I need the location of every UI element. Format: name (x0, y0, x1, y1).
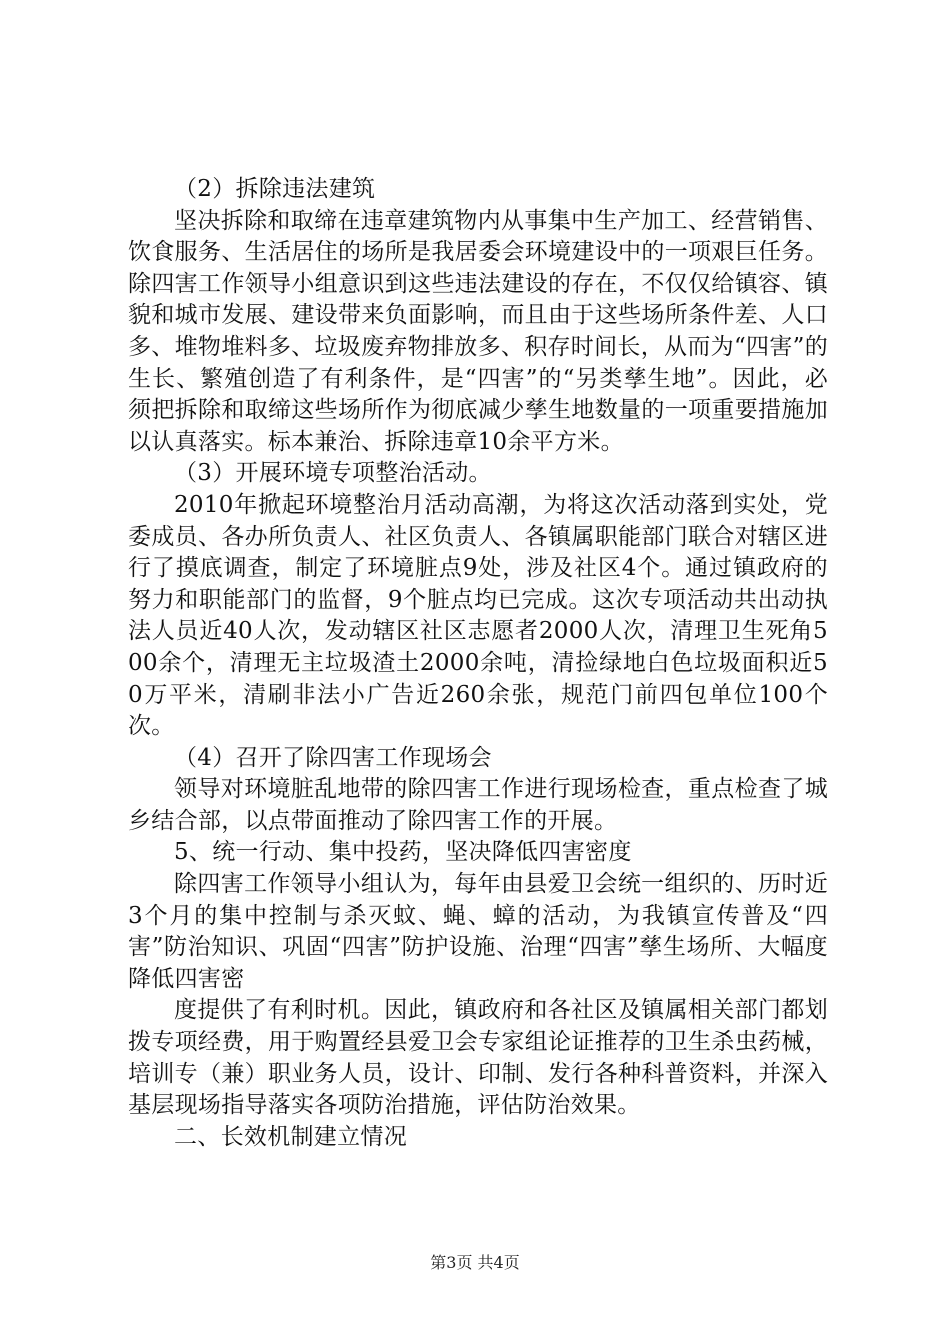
paragraph-meeting: 领导对环境脏乱地带的除四害工作进行现场检查，重点检查了城乡结合部，以点带面推动了除四害工作的开展。 (128, 776, 828, 834)
page-footer: 第3页 共4页 (430, 1253, 520, 1272)
section-heading-environment: （3）开展环境专项整治活动。 (174, 460, 492, 487)
paragraph-demolish: 坚决拆除和取缔在违章建筑物内从事集中生产加工、经营销售、饮食服务、生活居住的场所是我居委会环境建设中的一项艰巨任务。除四害工作领导小组意识到这些违法建设的存在，不仅仅给镇容、镇貌和城市发展、建设带来负面影响，而且由于这些场所条件差、人口多、堆物堆料多、垃圾废弃物排放多、积存时间长，从而为“四害”的生长、繁殖创造了有利条件，是“四害”的“另类孳生地”。因此，必须把拆除和取缔这些场所作为彻底减少孳生地数量的一项重要措施加以认真落实。标本兼治、拆除违章10余平方米。 (128, 207, 828, 455)
section-heading-unified-action: 5、统一行动、集中投药，坚决降低四害密度 (174, 839, 632, 866)
section-heading-demolish: （2）拆除违法建筑 (174, 176, 376, 202)
section-heading-meeting: （4）召开了除四害工作现场会 (174, 744, 492, 771)
document-body (128, 174, 828, 1153)
section-heading-long-term: 二、长效机制建立情况 (174, 1123, 407, 1150)
paragraph-unified-action-continued: 度提供了有利时机。因此，镇政府和各社区及镇属相关部门都划拨专项经费，用于购置经县爱卫会专家组论证推荐的卫生杀虫药械，培训专（兼）职业务人员，设计、印制、发行各种科普资料，并深入基层现场指导落实各项防治措施，评估防治效果。 (128, 997, 828, 1119)
paragraph-unified-action: 除四害工作领导小组认为，每年由县爱卫会统一组织的、历时近3个月的集中控制与杀灭蚊、蝇、蟑的活动，为我镇宣传普及“四害”防治知识、巩固“四害”防护设施、治理“四害”孳生场所、大幅度降低四害密 (128, 871, 828, 992)
paragraph-environment: 2010年掀起环境整治月活动高潮，为将这次活动落到实处，党委成员、各办所负责人、社区负责人、各镇属职能部门联合对辖区进行了摸底调查，制定了环境脏点9处，涉及社区4个。通过镇政府的努力和职能部门的监督，9个脏点均已完成。这次专项活动共出动执法人员近40人次，发动辖区社区志愿者2000人次，清理卫生死角500余个，清理无主垃圾渣土2000余吨，清捡绿地白色垃圾面积近50万平米，清刷非法小广告近260余张，规范门前四包单位100个次。 (128, 491, 828, 740)
